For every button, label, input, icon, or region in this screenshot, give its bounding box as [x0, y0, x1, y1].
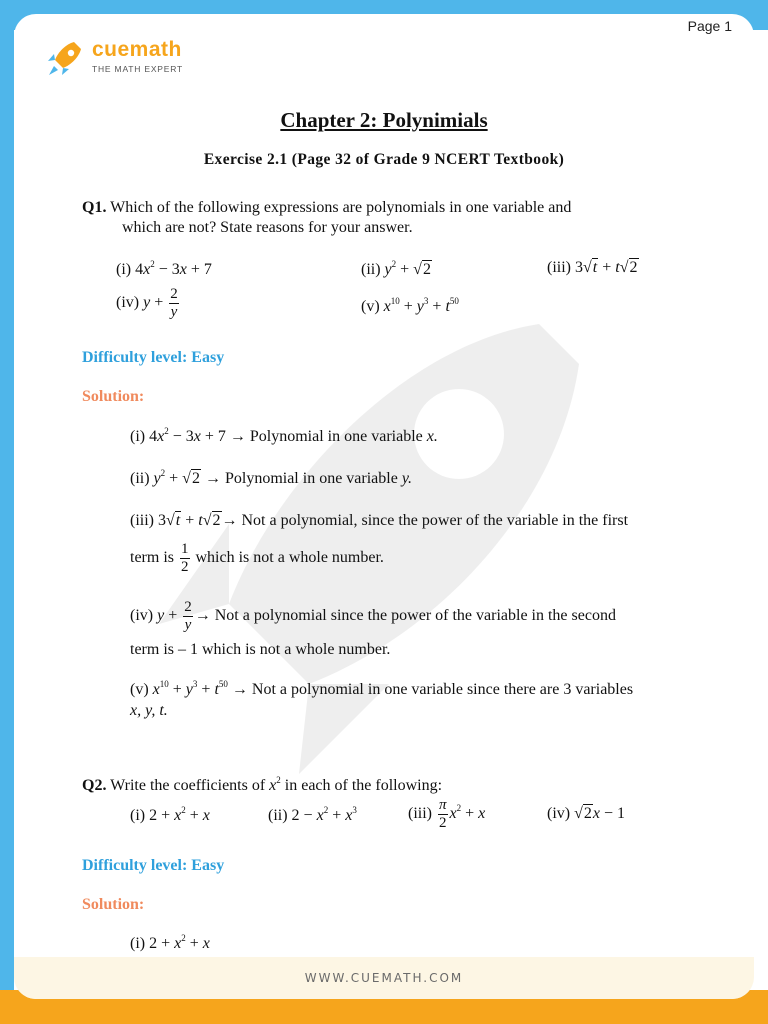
sol1-iii: (iii) 3√t + t√2→ Not a polynomial, since the power of the variable in the first: [130, 512, 629, 529]
sol1-iv-line2: term is – 1 which is not a whole number.: [130, 641, 391, 658]
q1-block: [82, 199, 571, 217]
sol1-v: (v) $x^{10} + y^3 + t^{50}$ → Not a polynomial in one variable since there are 3 variables: [130, 679, 634, 698]
q2-option-i: (i) $2 + x^2 + x$: [130, 805, 210, 824]
q1-option-v: (v) $x^{10} + y^3 + t^{50}$: [361, 296, 459, 315]
document-page: [14, 14, 754, 999]
q2-option-iii: (iii) $\frac{\pi}{2}$ $x^2 + x$: [408, 797, 486, 831]
q1-label: Q1.: [82, 199, 107, 216]
q1-option-ii: (ii) $y^2 + √2$: [361, 259, 431, 278]
q2-label: Q2.: [82, 777, 107, 794]
q2-option-iv: (iv) √2x − 1: [547, 805, 626, 822]
sol1-i: (i) $4x^2 - 3x + 7$ → Polynomial in one variable x.: [130, 426, 438, 445]
exercise-subtitle: Exercise 2.1 (Page 32 of Grade 9 NCERT Textbook): [203, 151, 565, 168]
footer-band: [14, 957, 754, 999]
chapter-title: Chapter 2: Polynimials: [280, 108, 488, 132]
q2-option-ii: (ii) $2 - x^2 + x^3$: [268, 805, 357, 824]
rocket-logo-icon: [44, 38, 86, 80]
q1-text-line2: which are not? State reasons for your answer.: [122, 219, 413, 236]
q1-difficulty: Difficulty level: Easy: [82, 349, 225, 366]
cuemath-logo: [44, 38, 204, 88]
sol1-ii: (ii) $y^2 + √2$ → Polynomial in one variable y.: [130, 468, 413, 487]
q1-option-iv: (iv) y + $\frac{2}{y}$: [116, 286, 178, 320]
q1-option-i: (i) $4x^2 - 3x + 7$: [116, 259, 212, 278]
sol1-iii-line2: term is $\frac{1}{2}$ which is not a whole number.: [130, 541, 384, 575]
sol1-v-line2: x, y, t.: [130, 702, 168, 719]
logo-wordmark: cuemath: [92, 38, 182, 61]
left-frame-band: [0, 0, 14, 1024]
q2-solution-label: Solution:: [82, 896, 145, 913]
page-number: Page 1: [687, 18, 732, 34]
q1-text-line1: Which of the following expressions are polynomials in one variable and: [110, 199, 572, 216]
q2-difficulty: Difficulty level: Easy: [82, 857, 225, 874]
q2-block: Q2. Write the coefficients of $x^2$ in each of the following:: [82, 775, 443, 794]
footer-url: WWW.CUEMATH.COM: [304, 971, 464, 985]
logo-tagline: THE MATH EXPERT: [92, 64, 184, 74]
sol2-i: (i) $2 + x^2 + x$: [130, 933, 210, 952]
q1-option-iii: (iii) 3√t + t√2: [547, 259, 638, 276]
sol1-iv: (iv) y + $\frac{2}{y}$ → Not a polynomial since the power of the variable in the second: [130, 599, 616, 633]
q1-solution-label: Solution:: [82, 388, 145, 405]
